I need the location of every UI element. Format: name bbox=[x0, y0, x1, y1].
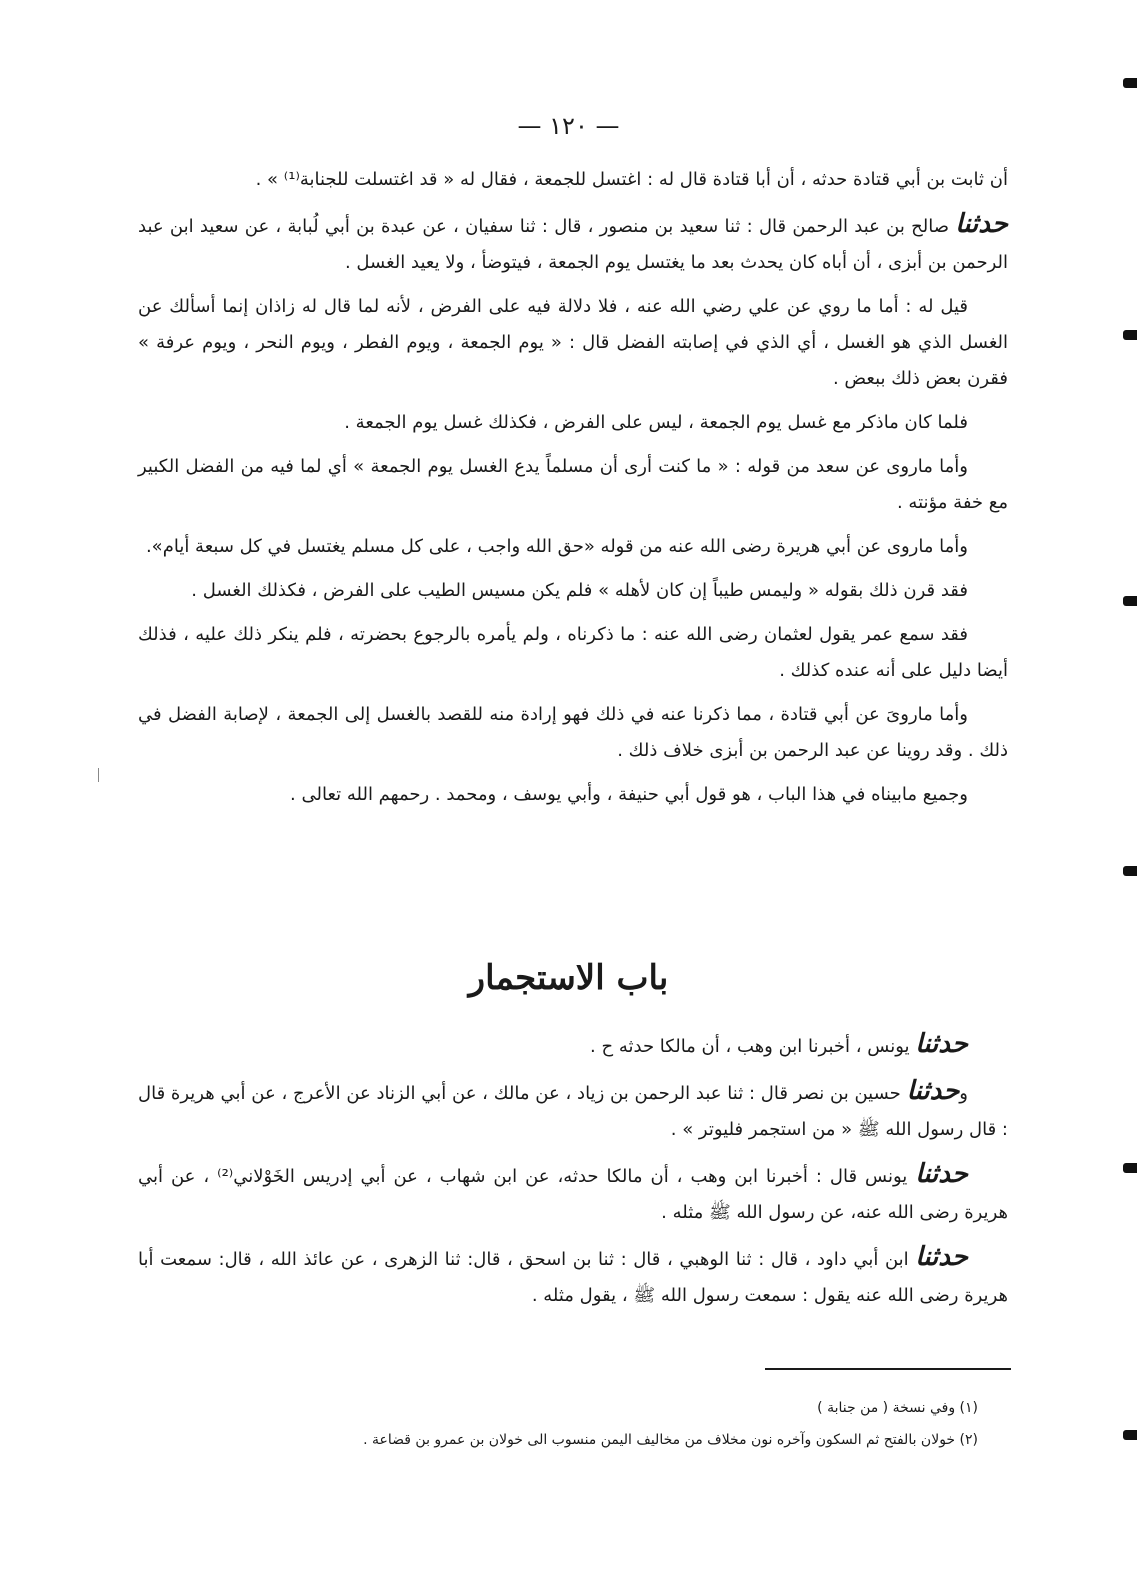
scan-margin-mark bbox=[1123, 866, 1137, 876]
haddathana-label: حدثنا bbox=[955, 209, 1008, 239]
scan-margin-mark bbox=[1123, 596, 1137, 606]
hadith-3 bbox=[138, 1156, 1008, 1231]
paragraph-4: فلما كان ماذكر مع غسل يوم الجمعة ، ليس على الفرض ، فكذلك غسل يوم الجمعة . bbox=[344, 412, 968, 433]
haddathana-label: حدثنا bbox=[906, 1076, 960, 1106]
main-text-bottom bbox=[138, 1026, 1008, 1322]
paragraph-3: قيل له : أما ما روي عن علي رضي الله عنه ، فلا دلالة فيه على الفرض ، لأنه لما قال له زاذان إنما أسألك عن الغسل الذي هو الغسل ، أي الذي في إصابته الفضل قال : « يوم الجمعة ، ويوم الفطر ، ويوم النحر ، ويوم عرفة » فقرن بعض ذلك ببعض . bbox=[138, 296, 1008, 389]
section-heading: باب الاستجمار bbox=[468, 958, 669, 998]
hadith-4 bbox=[138, 1239, 1008, 1314]
footnote-2: (٢) خولان بالفتح ثم السكون وآخره نون مخلاف من مخاليف اليمن منسوب الى خولان بن عمرو بن قضاعة . bbox=[363, 1432, 978, 1448]
footnote-divider bbox=[765, 1368, 1011, 1370]
haddathana-label: حدثنا bbox=[915, 1242, 968, 1272]
footnotes bbox=[240, 1392, 978, 1456]
paragraph-6: وأما ماروى عن أبي هريرة رضى الله عنه من قوله «حق الله واجب ، على كل مسلم يغتسل في كل سبعة أيام». bbox=[145, 536, 968, 557]
hadith-4-text: ابن أبي داود ، قال : ثنا الوهبي ، قال : ثنا بن اسحق ، قال: ثنا الزهرى ، عن عائذ الله ، قال: سمعت أبا هريرة رضى الله عنه يقول : سمعت رسول الله ﷺ ، يقول مثله . bbox=[138, 1249, 1008, 1306]
scan-margin-mark bbox=[1123, 78, 1137, 88]
paragraph-2 bbox=[138, 206, 1008, 281]
haddathana-label: حدثنا bbox=[915, 1029, 968, 1059]
hadith-3-text: يونس قال : أخبرنا ابن وهب ، أن مالكا حدثه، عن ابن شهاب ، عن أبي إدريس الخَوْلاني⁽²⁾ ، عن أبي هريرة رضى الله عنه، عن رسول الله ﷺ مثله . bbox=[138, 1166, 1008, 1223]
scan-margin-mark bbox=[1123, 1430, 1137, 1440]
paragraph-9: وأما ماروىَ عن أبي قتادة ، مما ذكرنا عنه في ذلك فهو إرادة منه للقصد بالغسل إلى الجمعة ، لإصابة الفضل في ذلك . وقد روينا عن عبد الرحمن بن أبزى خلاف ذلك . bbox=[138, 704, 1008, 761]
main-text-top bbox=[138, 162, 1008, 821]
haddathana-label: حدثنا bbox=[915, 1159, 968, 1189]
paragraph-7: فقد قرن ذلك بقوله « وليمس طيباً إن كان لأهله » فلم يكن مسيس الطيب على الفرض ، فكذلك الغسل . bbox=[191, 580, 968, 601]
paragraph-1: أن ثابت بن أبي قتادة حدثه ، أن أبا قتادة قال له : اغتسل للجمعة ، فقال له « قد اغتسلت للجنابة⁽¹⁾ » . bbox=[255, 169, 1008, 190]
page-number: — ١٢٠ — bbox=[517, 112, 620, 140]
paragraph-2-text: صالح بن عبد الرحمن قال : ثنا سعيد بن منصور ، قال : ثنا سفيان ، عن عبدة بن أبي لُبابة ، عن سعيد ابن عبد الرحمن بن أبزى ، أن أباه كان يحدث بعد ما يغتسل يوم الجمعة ، فيتوضأ ، ولا يعيد الغسل . bbox=[138, 216, 1008, 273]
scan-margin-tick bbox=[98, 768, 99, 782]
hadith-1-text: يونس ، أخبرنا ابن وهب ، أن مالكا حدثه ح . bbox=[590, 1036, 916, 1057]
paragraph-8: فقد سمع عمر يقول لعثمان رضى الله عنه : ما ذكرناه ، ولم يأمره بالرجوع بحضرته ، فلم ينكر ذلك عليه ، فذلك أيضا دليل على أنه عنده كذلك . bbox=[138, 624, 1008, 681]
paragraph-10: وجميع مابيناه في هذا الباب ، هو قول أبي حنيفة ، وأبي يوسف ، ومحمد . رحمهم الله تعالى . bbox=[290, 784, 968, 805]
hadith-1 bbox=[138, 1026, 1008, 1065]
hadith-2-prefix: و bbox=[959, 1083, 968, 1104]
scan-margin-mark bbox=[1123, 330, 1137, 340]
footnote-1: (١) وفي نسخة ( من جنابة ) bbox=[817, 1400, 978, 1416]
hadith-2 bbox=[138, 1073, 1008, 1148]
paragraph-5: وأما ماروى عن سعد من قوله : « ما كنت أرى أن مسلماً يدع الغسل يوم الجمعة » أي لما فيه من الفضل الكبير مع خفة مؤنته . bbox=[138, 456, 1008, 513]
scan-margin-mark bbox=[1123, 1163, 1137, 1173]
hadith-2-text: حسين بن نصر قال : ثنا عبد الرحمن بن زياد ، عن مالك ، عن أبي الزناد عن الأعرج ، عن أبي هريرة قال : قال رسول الله ﷺ « من استجمر فليوتر » . bbox=[138, 1083, 1008, 1140]
